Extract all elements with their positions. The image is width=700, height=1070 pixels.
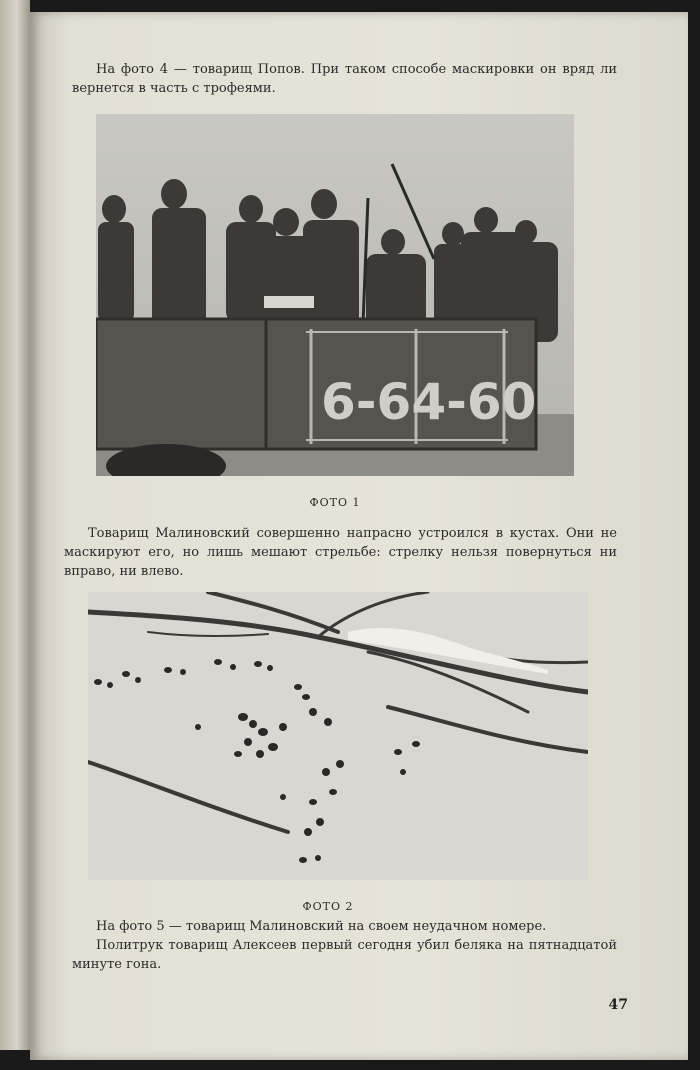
page-number: 47: [608, 997, 628, 1013]
paragraph-4: Политрук товарищ Алексеев первый сегодня убил беляка на пятнадцатой минуте гона.: [72, 938, 617, 972]
book-page: [30, 12, 688, 1060]
paragraph-2: Товарищ Малиновский совершенно напрасно устроился в кустах. Они не маскируют его, но лишь мешают стрельбе: стрелку нельзя повернуться ни вправо, ни влево.: [64, 526, 617, 579]
paragraph-3: На фото 5 — товарищ Малиновский на своем неудачном номере.: [96, 919, 547, 934]
left-page-edge: [0, 0, 30, 1050]
photo-1-image: [96, 114, 574, 476]
paragraph-1: На фото 4 — товарищ Попов. При таком способе маскировки он вряд ли вернется в часть с трофеями.: [72, 62, 617, 96]
photo-2-caption: ФОТО 2: [302, 900, 354, 913]
photo-1-soldiers-on-truck: [96, 114, 574, 476]
photo-2-animal-tracks-in-snow: [88, 592, 588, 880]
photo-1-caption: ФОТО 1: [309, 496, 361, 509]
truck-plate-number: 6-64-60: [321, 373, 537, 431]
photo-2-image: [88, 592, 588, 880]
